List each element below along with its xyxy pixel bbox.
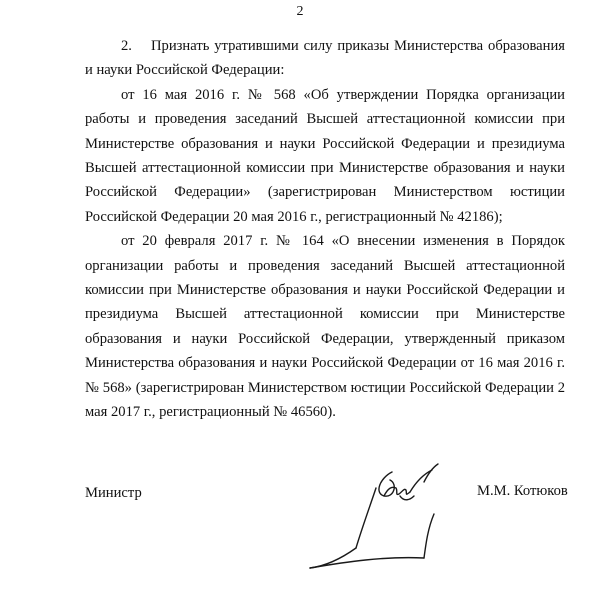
minister-name: М.М. Котюков [477, 483, 568, 499]
order-164-paragraph: от 20 февраля 2017 г. № 164 «О внесении изменения в Порядок организации работы и проведения заседаний Высшей аттестационной комиссии при Министерстве образования и науки Российской Федерации и президиума Высшей аттестационной комиссии при Министерстве образования и науки Российской Федерации, утвержденный приказом Министерства образования и науки Российской Федерации от 16 мая 2016 г. № 568» (зарегистрирован Министерством юстиции Российской Федерации 2 мая 2017 г., регистрационный № 46560). [85, 233, 565, 421]
item-number: 2. [121, 38, 132, 54]
handwritten-signature [300, 458, 450, 573]
item-2-paragraph [85, 34, 565, 83]
order-568-paragraph: от 16 мая 2016 г. № 568 «Об утверждении Порядка организации работы и проведения заседаний Высшей аттестационной комиссии при Министерстве образования и науки Российской Федерации и президиума Высшей аттестационной комиссии при Министерстве образования и науки Российской Федерации» (зарегистрирован Министерством юстиции Российской Федерации 20 мая 2016 г., регистрационный № 42186); [85, 86, 565, 225]
minister-title: Министр [85, 485, 142, 501]
signature-block [0, 483, 600, 593]
document-body [85, 34, 565, 425]
page-number: 2 [296, 4, 304, 19]
item-heading: Признать утратившими силу приказы Министерства образования и науки Российской Федерации: [85, 38, 565, 79]
